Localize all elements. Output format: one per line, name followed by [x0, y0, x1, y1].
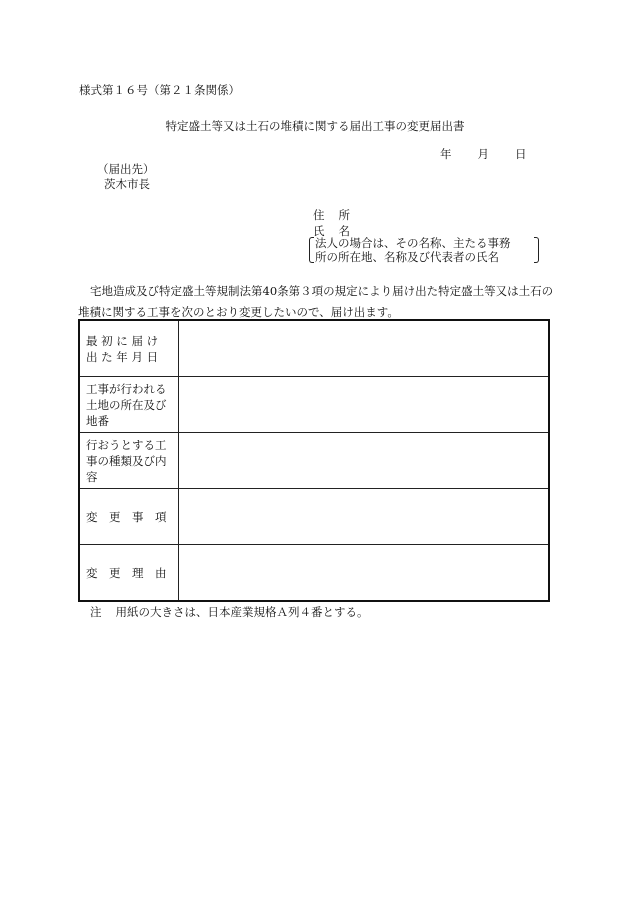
date-year-label: 年	[440, 147, 452, 161]
name-label: 氏 名	[313, 224, 350, 238]
corporate-note-line2: 所の所在地、名称及び代表者の氏名	[315, 250, 499, 264]
table-row	[79, 377, 549, 433]
table-row	[79, 320, 549, 377]
table-row	[79, 433, 549, 489]
document-title: 特定盛土等又は土石の堆積に関する届出工事の変更届出書	[165, 119, 465, 133]
address-label: 住 所	[313, 208, 350, 222]
row-label-change-reason: 変 更 理 由	[79, 545, 179, 602]
corporate-note-line1: 法人の場合は、その名称、主たる事務	[315, 236, 511, 250]
recipient-label: （届出先）	[97, 162, 155, 176]
table-row	[79, 545, 549, 602]
date-month-label: 月	[477, 147, 489, 161]
row-label-work-type: 行おうとする工 事の種類及び内 容	[79, 433, 179, 489]
row-label-change-items: 変 更 事 項	[79, 489, 179, 545]
row-value-land-location[interactable]	[179, 377, 550, 433]
row-value-first-filed-date[interactable]	[179, 320, 550, 377]
footnote	[90, 604, 369, 620]
date-row	[440, 146, 527, 162]
row-value-change-items[interactable]	[179, 489, 550, 545]
date-day-label: 日	[515, 147, 527, 161]
recipient-name: 茨木市長	[104, 177, 150, 191]
footnote-mark: 注	[90, 605, 102, 619]
row-label-first-filed-date: 最 初 に 届 け 出 た 年 月 日	[79, 320, 179, 377]
row-label-land-location: 工事が行われる 土地の所在及び 地番	[79, 377, 179, 433]
applicant-block	[313, 207, 350, 239]
form-number: 様式第１６号（第２１条関係）	[79, 83, 240, 97]
body-paragraph	[78, 281, 556, 323]
change-details-table	[78, 319, 550, 602]
row-value-change-reason[interactable]	[179, 545, 550, 602]
row-value-work-type[interactable]	[179, 433, 550, 489]
table-row	[79, 489, 549, 545]
corporate-note	[309, 236, 539, 264]
footnote-text: 用紙の大きさは、日本産業規格Ａ列４番とする。	[115, 605, 369, 619]
body-line1: 宅地造成及び特定盛土等規制法第40条第３項の規定により届け出た特定盛土等又は土石の	[90, 284, 554, 298]
body-line2: 堆積に関する工事を次のとおり変更したいので、届け出ます。	[78, 305, 399, 319]
